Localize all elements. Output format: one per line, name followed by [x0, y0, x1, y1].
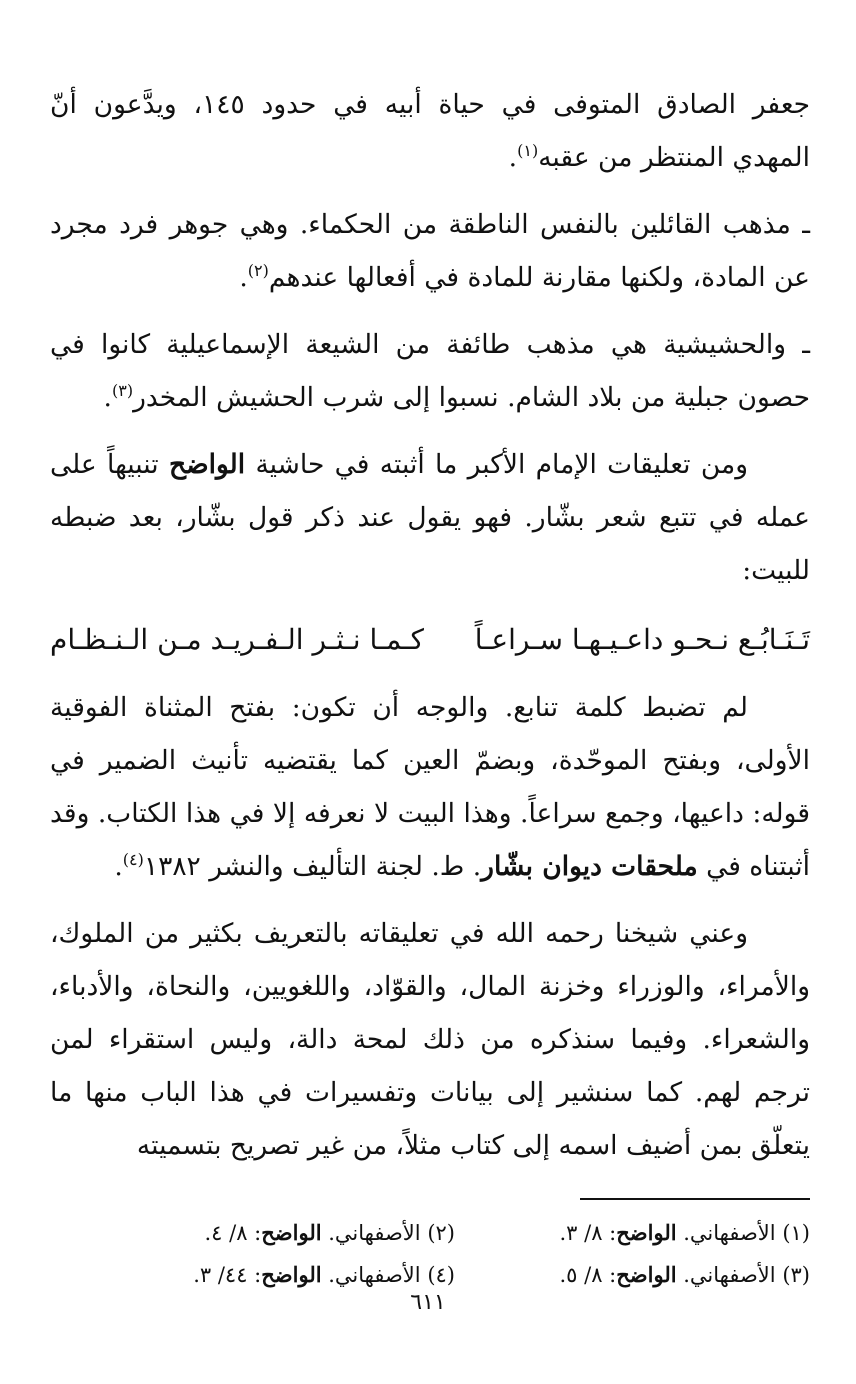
- footnote-ref-4: (٤): [122, 850, 144, 870]
- footnote-2: [100, 1212, 455, 1254]
- book-title-wadih: الواضح: [169, 449, 246, 480]
- footnote-2-work: الواضح: [261, 1220, 322, 1245]
- footnote-4-author: الأصفهاني.: [328, 1263, 421, 1287]
- paragraph-5-end: .: [114, 851, 123, 882]
- poetry-verse: [50, 611, 810, 669]
- footnote-1-ref: : ٨/ ٣.: [559, 1221, 617, 1245]
- paragraph-3: [50, 318, 810, 424]
- footnote-4-number: (٤): [427, 1263, 455, 1287]
- page-number: ٦١١: [410, 1290, 446, 1315]
- verse-second-hemistich: كـمـا نـثـر الـفـريـد مـن الـنـظـام: [50, 623, 424, 656]
- paragraph-3-text: ـ والحشيشية هي مذهب طائفة من الشيعة الإسماعيلية كانوا في حصون جبلية من بلاد الشام. نسبوا إلى شرب الحشيش المخدر: [50, 329, 810, 413]
- footnote-3-ref: : ٨/ ٥.: [559, 1263, 617, 1287]
- footnote-1: [455, 1212, 810, 1254]
- footnote-4-work: الواضح: [261, 1262, 322, 1287]
- paragraph-1-text: جعفر الصادق المتوفى في حياة أبيه في حدود ١٤٥، ويدَّعون أنّ المهدي المنتظر من عقبه: [50, 89, 810, 173]
- footnote-3-work: الواضح: [616, 1262, 677, 1287]
- paragraph-2-text: ـ مذهب القائلين بالنفس الناطقة من الحكماء. وهي جوهر فرد مجرد عن المادة، ولكنها مقارنة للمادة في أفعالها عندهم: [50, 209, 810, 293]
- footnote-ref-1: (١): [517, 141, 539, 161]
- footnote-1-author: الأصفهاني.: [683, 1221, 776, 1245]
- paragraph-5: [50, 681, 810, 893]
- book-title-diwan: ملحقات ديوان بشّار: [481, 851, 698, 882]
- paragraph-6-text: وعني شيخنا رحمه الله في تعليقاته بالتعريف بكثير من الملوك، والأمراء، والوزراء وخزنة المال، والقوّاد، واللغويين، والنحاة، والأدباء، والشعراء. وفيما سنذكره من ذلك لمحة دالة، وليس استقراء لمن ترجم لهم. كما سنشير إلى بيانات وتفسيرات في هذا الباب منها ما يتعلّق بمن أضيف اسمه إلى كتاب مثلاً، من غير تصريح بتسميته: [50, 918, 810, 1161]
- paragraph-4-text-before: ومن تعليقات الإمام الأكبر ما أثبته في حاشية: [255, 449, 748, 480]
- paragraph-5-text-before: لم تضبط كلمة تنابع. والوجه أن تكون: بفتح المثناة الفوقية الأولى، وبفتح الموحّدة، وبضمّ العين كما يقتضيه تأنيث الضمير في قوله: داعيها، وجمع سراعاً. وهذا البيت لا نعرفه إلا في هذا الكتاب. وقد أثبتناه في: [50, 692, 810, 882]
- footnote-ref-2: (٢): [247, 261, 269, 281]
- footnote-3-number: (٣): [782, 1263, 810, 1287]
- footnote-2-number: (٢): [427, 1221, 455, 1245]
- paragraph-3-end: .: [103, 382, 112, 413]
- paragraph-5-text-after: . ط. لجنة التأليف والنشر ١٣٨٢: [143, 851, 482, 882]
- footnote-4-ref: : ٤٤/ ٣.: [193, 1263, 262, 1287]
- footnote-separator: [580, 1198, 810, 1200]
- paragraph-2-end: .: [239, 262, 248, 293]
- paragraph-4-text-after: تنبيهاً على عمله في تتبع شعر بشّار. فهو يقول عند ذكر قول بشّار، بعد ضبطه للبيت:: [50, 449, 810, 586]
- paragraph-2: [50, 198, 810, 304]
- verse-first-hemistich: تَـنَـابُـع نـحـو داعـيـهـا سـراعـاً: [474, 623, 810, 656]
- footnote-1-work: الواضح: [616, 1220, 677, 1245]
- footnote-2-author: الأصفهاني.: [328, 1221, 421, 1245]
- footnote-2-ref: : ٨/ ٤.: [204, 1221, 262, 1245]
- footnote-row-1: [100, 1212, 810, 1254]
- footnote-1-number: (١): [782, 1221, 810, 1245]
- book-page-body: [50, 78, 810, 1186]
- footnotes: [100, 1212, 810, 1296]
- footnote-ref-3: (٣): [111, 381, 134, 401]
- paragraph-1: [50, 78, 810, 184]
- paragraph-6: [50, 907, 810, 1172]
- paragraph-4: [50, 438, 810, 597]
- paragraph-1-end: .: [508, 142, 518, 173]
- footnote-3-author: الأصفهاني.: [683, 1263, 776, 1287]
